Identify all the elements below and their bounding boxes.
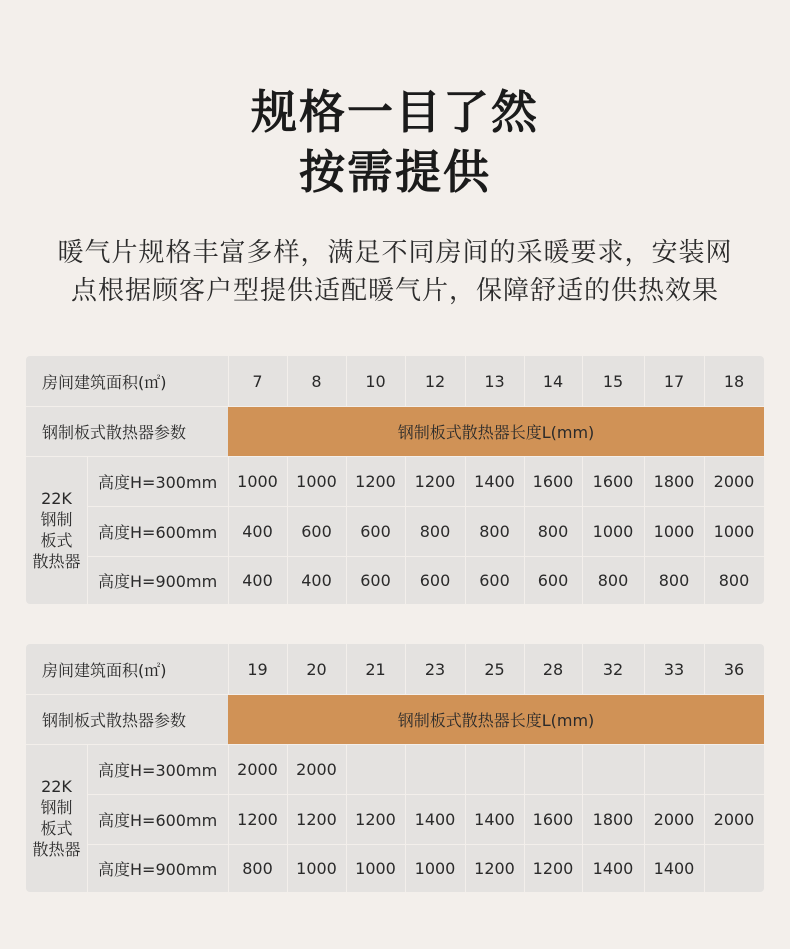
grid-line: [644, 456, 645, 604]
length-value: 800: [718, 570, 750, 590]
page-title-line2: 按需提供: [299, 145, 491, 199]
grid-line: [405, 456, 406, 604]
grid-line: [465, 456, 466, 604]
length-value: 1400: [414, 809, 456, 829]
grid-line: [644, 356, 645, 406]
page-title-line1: 规格一目了然: [251, 85, 539, 139]
radiator-type-line: 22K: [41, 489, 72, 508]
length-value: [704, 844, 764, 892]
area-value: 33: [663, 659, 685, 679]
height-label: 高度H=300mm: [98, 760, 218, 780]
area-value: 36: [723, 659, 745, 679]
length-value: 1400: [592, 858, 634, 878]
length-value: 600: [301, 521, 332, 541]
grid-line: [582, 644, 583, 694]
length-value: 1000: [355, 858, 396, 878]
length-value: 1000: [237, 471, 278, 491]
length-value: [524, 744, 582, 794]
length-header-bar: 钢制板式散热器长度L(mm): [228, 694, 764, 744]
area-value: 21: [365, 659, 386, 679]
grid-line: [524, 644, 525, 694]
grid-line: [524, 356, 525, 406]
grid-line: [405, 744, 406, 892]
area-label: 房间建筑面积(㎡): [42, 660, 167, 680]
length-value: 600: [479, 570, 510, 590]
grid-line: [346, 744, 347, 892]
radiator-type-label: [26, 488, 87, 572]
length-value: 600: [360, 570, 391, 590]
grid-line: [287, 456, 288, 604]
length-value: 800: [597, 570, 629, 590]
length-value: 1400: [474, 809, 515, 829]
length-value: 2000: [237, 759, 278, 779]
area-value: 8: [311, 371, 322, 391]
length-value: 2000: [653, 809, 695, 829]
length-value: 1200: [474, 858, 515, 878]
area-value: 12: [424, 371, 446, 391]
grid-line: [704, 744, 705, 892]
grid-line: [87, 744, 88, 892]
grid-line: [644, 744, 645, 892]
area-value: 17: [663, 371, 685, 391]
grid-line: [346, 356, 347, 406]
area-value: 10: [365, 371, 386, 391]
area-value: 19: [247, 659, 268, 679]
radiator-type-line: 钢制: [40, 510, 73, 529]
length-value: 800: [479, 521, 510, 541]
length-value: 600: [419, 570, 451, 590]
grid-line: [405, 356, 406, 406]
length-value: 1800: [592, 809, 634, 829]
length-value: 1000: [296, 858, 337, 878]
grid-line: [465, 644, 466, 694]
area-value: 25: [484, 659, 505, 679]
radiator-type-line: 散热器: [32, 552, 81, 571]
length-value: 1000: [713, 521, 755, 541]
grid-line: [228, 456, 229, 604]
length-value: 1200: [355, 471, 396, 491]
grid-line: [287, 356, 288, 406]
area-value: 15: [602, 371, 624, 391]
area-value: 32: [602, 659, 624, 679]
length-value: [644, 744, 704, 794]
length-value: 2000: [713, 471, 755, 491]
length-value: 800: [537, 521, 569, 541]
radiator-type-line: 钢制: [40, 798, 73, 817]
length-value: 800: [242, 858, 273, 878]
radiator-type-line: 板式: [40, 531, 73, 550]
height-label: 高度H=900mm: [98, 571, 218, 591]
length-value: 1000: [296, 471, 337, 491]
grid-line: [346, 456, 347, 604]
grid-line: [465, 356, 466, 406]
length-value: 600: [537, 570, 569, 590]
grid-line: [405, 644, 406, 694]
length-value: 1000: [414, 858, 456, 878]
length-value: 1600: [532, 809, 574, 829]
length-value: 1200: [237, 809, 278, 829]
grid-line: [582, 744, 583, 892]
height-label: 高度H=300mm: [98, 472, 218, 492]
grid-line: [524, 744, 525, 892]
length-value: 1400: [474, 471, 515, 491]
length-value: [704, 744, 764, 794]
spec-table-1: [26, 356, 764, 604]
param-label: 钢制板式散热器参数: [42, 710, 187, 730]
length-value: 1200: [355, 809, 396, 829]
length-value: 600: [360, 521, 391, 541]
grid-line: [87, 794, 764, 795]
length-value: 1400: [653, 858, 695, 878]
length-value: 400: [242, 521, 273, 541]
grid-line: [228, 744, 229, 892]
area-value: 28: [542, 659, 564, 679]
grid-line: [87, 556, 764, 557]
radiator-type-label: [26, 776, 87, 860]
grid-line: [704, 456, 705, 604]
length-value: 800: [419, 521, 451, 541]
height-label: 高度H=600mm: [98, 522, 218, 542]
area-label: 房间建筑面积(㎡): [42, 372, 167, 392]
area-value: 13: [484, 371, 505, 391]
area-value: 18: [723, 371, 745, 391]
grid-line: [704, 644, 705, 694]
length-value: 1000: [592, 521, 634, 541]
radiator-type-line: 22K: [41, 777, 72, 796]
length-value: 1200: [296, 809, 337, 829]
grid-line: [26, 694, 764, 695]
length-value: 400: [301, 570, 332, 590]
length-value: [465, 744, 524, 794]
grid-line: [287, 644, 288, 694]
length-value: 1000: [653, 521, 695, 541]
grid-line: [228, 644, 229, 694]
grid-line: [87, 844, 764, 845]
grid-line: [346, 644, 347, 694]
grid-line: [87, 456, 88, 604]
radiator-type-line: 散热器: [32, 840, 81, 859]
grid-line: [465, 744, 466, 892]
length-value: 2000: [296, 759, 337, 779]
area-value: 23: [424, 659, 446, 679]
spec-table-2: [26, 644, 764, 892]
length-value: 1600: [532, 471, 574, 491]
grid-line: [287, 744, 288, 892]
area-value: 20: [306, 659, 327, 679]
grid-line: [228, 356, 229, 406]
length-value: [346, 744, 405, 794]
length-value: 1800: [653, 471, 695, 491]
area-value: 7: [252, 371, 263, 391]
length-value: 1600: [592, 471, 634, 491]
param-label: 钢制板式散热器参数: [42, 422, 187, 442]
length-value: 800: [658, 570, 690, 590]
length-value: [582, 744, 644, 794]
length-value: 1200: [414, 471, 456, 491]
grid-line: [524, 456, 525, 604]
height-label: 高度H=900mm: [98, 859, 218, 879]
length-value: 2000: [713, 809, 755, 829]
grid-line: [582, 456, 583, 604]
subtitle-line2: 点根据顾客户型提供适配暖气片，保障舒适的供热效果: [70, 276, 719, 306]
grid-line: [87, 506, 764, 507]
grid-line: [644, 644, 645, 694]
grid-line: [704, 356, 705, 406]
length-value: [405, 744, 465, 794]
grid-line: [26, 744, 764, 745]
grid-line: [26, 406, 764, 407]
subtitle-line1: 暖气片规格丰富多样，满足不同房间的采暖要求，安装网: [57, 238, 733, 268]
area-value: 14: [542, 371, 564, 391]
height-label: 高度H=600mm: [98, 810, 218, 830]
length-value: 400: [242, 570, 273, 590]
length-value: 1200: [532, 858, 574, 878]
radiator-type-line: 板式: [40, 819, 73, 838]
grid-line: [26, 456, 764, 457]
grid-line: [582, 356, 583, 406]
length-header-bar: 钢制板式散热器长度L(mm): [228, 406, 764, 456]
